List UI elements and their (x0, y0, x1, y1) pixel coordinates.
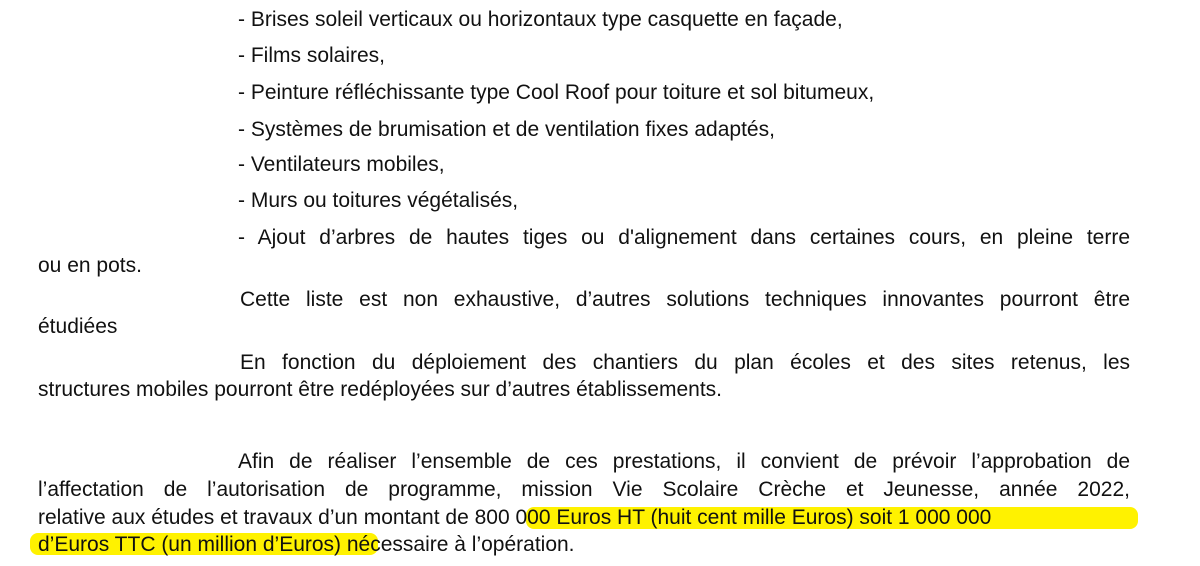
paragraph-affectation-line2: l’affectation de l’autorisation de programme, mission Vie Scolaire Crèche et Jeunesse, année 2022, (38, 478, 1130, 501)
paragraph-affectation-line1: Afin de réaliser l’ensemble de ces prestations, il convient de prévoir l’approbation de (238, 450, 1130, 473)
paragraph-redeploy-line1: En fonction du déploiement des chantiers du plan écoles et des sites retenus, les (240, 351, 1130, 374)
amount-highlight-text: e 800 000 Euros HT (huit cent mille Euros) soit 1 000 000 (457, 506, 992, 529)
bullet-item-ventilateurs: - Ventilateurs mobiles, (238, 153, 445, 176)
paragraph-affectation-line4 (38, 532, 575, 558)
bullet-item-peinture: - Peinture réfléchissante type Cool Roof pour toiture et sol bitumeux, (238, 81, 875, 104)
bullet-continuation: ou en pots. (38, 254, 142, 277)
paragraph-list-note-line1: Cette liste est non exhaustive, d’autres solutions techniques innovantes pourront être (240, 288, 1130, 311)
amount-intro-text: relative aux études et travaux d’un montant d (38, 506, 458, 529)
bullet-item-films-solaires: - Films solaires, (238, 44, 386, 67)
bullet-item-murs-toitures: - Murs ou toitures végétalisés, (238, 189, 519, 212)
amount-ttc-highlight-text: d’Euros TTC (un million d’Euros) (38, 533, 342, 556)
paragraph-redeploy-line2: structures mobiles pourront être redéployées sur d’autres établissements. (38, 378, 722, 401)
bullet-item-brumisation: - Systèmes de brumisation et de ventilation fixes adaptés, (238, 118, 775, 141)
bullet-item-arbres: - Ajout d’arbres de hautes tiges ou d'alignement dans certaines cours, en pleine terre (238, 226, 1130, 249)
paragraph-list-note-line2: étudiées (38, 315, 118, 338)
paragraph-affectation-line3 (38, 505, 991, 531)
amount-closing-text: nécessaire à l’opération. (341, 533, 575, 556)
bullet-item-brises-soleil: - Brises soleil verticaux ou horizontaux type casquette en façade, (238, 8, 843, 31)
